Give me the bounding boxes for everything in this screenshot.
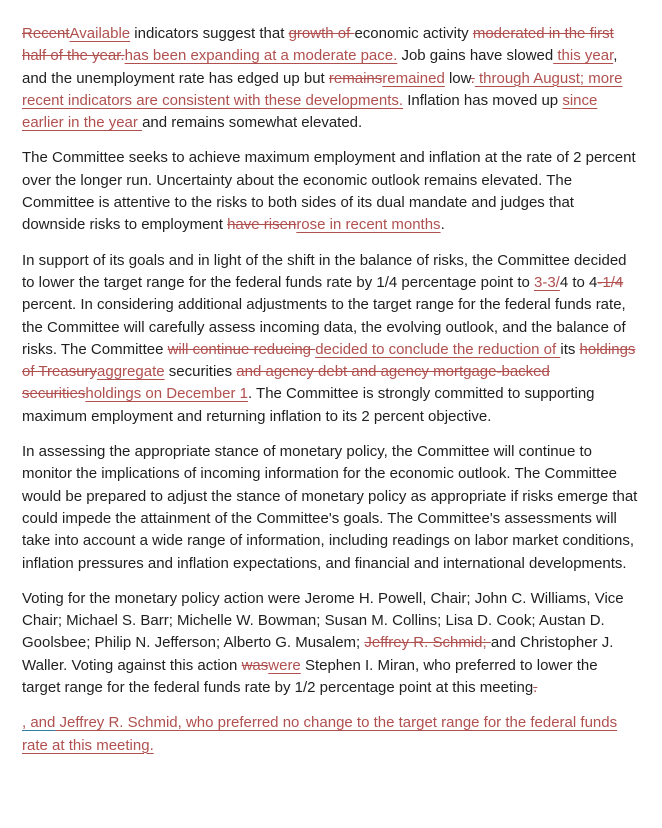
inserted-text: Available — [69, 25, 131, 42]
paragraph — [22, 712, 640, 757]
inserted-text: were — [268, 656, 301, 674]
text-run: Inflation has moved up — [403, 91, 563, 109]
paragraph — [22, 23, 640, 134]
inserted-text: remained — [382, 69, 445, 87]
inserted-text: has been expanding at a moderate pace. — [124, 47, 398, 65]
text-run: securities — [164, 363, 237, 381]
document-body — [22, 23, 640, 757]
deleted-text: holdings of Treasury — [22, 340, 636, 381]
deleted-text: -1/4 — [597, 273, 624, 291]
deleted-text: . — [533, 679, 538, 697]
text-run: Job gains have slowed — [397, 47, 554, 65]
text-run: The Committee seeks to achieve maximum employment and inflation at the rate of 2 percent over the longer run. Uncertainty about the economic outlook remains elevated. The Committee is attentive to the risks to both sides of its dual mandate and judges that downside risks to employment — [22, 149, 636, 234]
text-run: low — [444, 69, 471, 87]
text-run: its — [560, 340, 580, 358]
paragraph — [22, 441, 640, 575]
text-run: Stephen I. Miran, who preferred to lower the target range for the federal funds rate by 1/2 percentage point at this meeting — [22, 656, 598, 697]
paragraph — [22, 250, 640, 428]
text-run: . The Committee is strongly committed to supporting maximum employment and returning inflation to its 2 percent objective. — [22, 385, 595, 425]
text-run: and Christopher J. Waller. Voting against this action — [22, 634, 614, 674]
inserted-text: 3-3/ — [534, 273, 560, 291]
inserted-text: decided to conclude the reduction of — [315, 340, 561, 358]
inserted-text-alt-underline: , and — [22, 714, 56, 732]
text-run: percent. In considering additional adjustments to the target range for the federal funds rate, the Committee will carefully assess incoming data, the evolving outlook, and the balance of risks. The Committee — [22, 296, 626, 358]
text-run: indicators suggest that — [130, 25, 289, 42]
inserted-text: aggregate — [97, 363, 165, 381]
inserted-text: through August; more recent indicators are consistent with these developments. — [22, 69, 623, 109]
text-run: In assessing the appropriate stance of monetary policy, the Committee will continue to monitor the implications of incoming information for the economic outlook. The Committee would be prepared to adjust the stance of monetary policy as appropriate if risks emerge that could impede the attainment of the Committee's goals. The Committee's assessments will take into account a wide range of information, including readings on labor market conditions, inflation pressures and inflation expectations, and financial and international developments. — [22, 443, 638, 572]
deleted-text: Recent — [22, 25, 70, 42]
inserted-text: since earlier in the year — [22, 91, 598, 132]
deleted-text: remains — [328, 69, 383, 87]
text-run: and remains somewhat elevated. — [142, 114, 363, 132]
inserted-text: rose in recent months — [296, 216, 441, 234]
paragraph — [22, 588, 640, 699]
deleted-text: moderated in the first half of the year. — [22, 25, 614, 65]
text-run: . — [440, 216, 445, 234]
text-run: In support of its goals and in light of the shift in the balance of risks, the Committee decided to lower the target range for the federal funds rate by 1/4 percentage point to — [22, 251, 627, 291]
paragraph — [22, 147, 640, 236]
deleted-text: . — [470, 69, 475, 87]
inserted-text: Jeffrey R. Schmid, who preferred no change to the target range for the federal funds rate at this meeting. — [22, 714, 618, 754]
deleted-text: have risen — [227, 216, 297, 234]
text-run: 4 to 4 — [559, 273, 598, 291]
deleted-text: was — [241, 656, 269, 674]
deleted-text: will continue reducing — [167, 340, 316, 358]
inserted-text: this year — [553, 47, 614, 65]
text-run: , and the unemployment rate has edged up but — [22, 47, 618, 87]
inserted-text: holdings on December 1 — [85, 385, 248, 403]
text-run: Voting for the monetary policy action were Jerome H. Powell, Chair; John C. Williams, Vice Chair; Michael S. Barr; Michelle W. Bowman; Susan M. Collins; Lisa D. Cook; Austan D. Goolsbee; Philip N. Jefferson; Alberto G. Musalem; — [22, 589, 624, 652]
text-run: economic activity — [354, 25, 473, 42]
deleted-text: and agency debt and agency mortgage-backed securities — [22, 363, 550, 403]
deleted-text: growth of — [288, 25, 355, 42]
deleted-text: Jeffrey R. Schmid; — [364, 634, 491, 652]
